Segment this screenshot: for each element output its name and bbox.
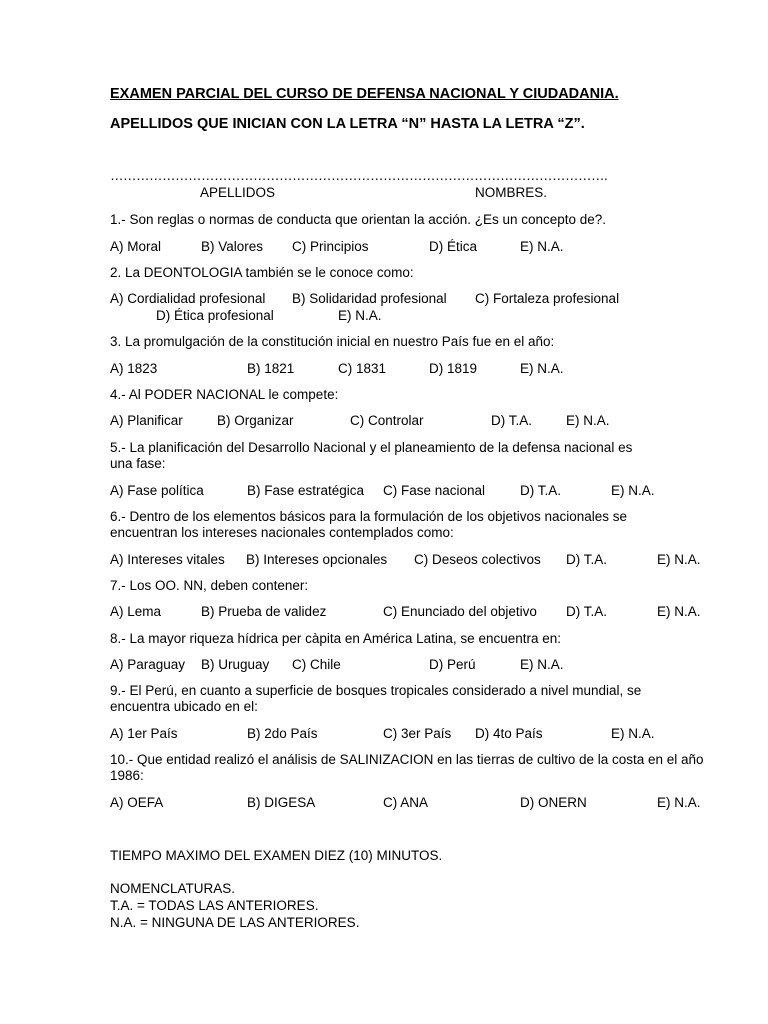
question-10: 10.- Que entidad realizó el análisis de SALINIZACION en las tierras de cultivo de la costa en el año 1986: <box>110 752 704 783</box>
q6-option-a: A) Intereses vitales <box>110 552 225 567</box>
q7-option-b: B) Prueba de validez <box>201 604 327 619</box>
q10-option-e: E) N.A. <box>657 795 701 810</box>
q8-option-e: E) N.A. <box>520 657 564 672</box>
q3-option-a: A) 1823 <box>110 361 158 376</box>
question-2: 2. La DEONTOLOGIA también se le conoce como: <box>110 265 414 280</box>
q4-option-d: D) T.A. <box>491 413 533 428</box>
q6-option-d: D) T.A. <box>566 552 608 567</box>
q7-option-e: E) N.A. <box>657 604 701 619</box>
q5-option-a: A) Fase política <box>110 483 204 498</box>
q2-option-d: D) Ética profesional <box>156 308 274 323</box>
question-1: 1.- Son reglas o normas de conducta que orientan la acción. ¿Es un concepto de?. <box>110 212 607 227</box>
q1-option-e: E) N.A. <box>520 239 564 254</box>
apellidos-label: APELLIDOS <box>200 185 276 200</box>
q1-option-c: C) Principios <box>292 239 369 254</box>
q3-option-b: B) 1821 <box>247 361 295 376</box>
q4-option-c: C) Controlar <box>350 413 424 428</box>
q7-option-a: A) Lema <box>110 604 162 619</box>
q9-option-e: E) N.A. <box>611 726 655 741</box>
q2-option-e: E) N.A. <box>338 308 382 323</box>
q4-option-a: A) Planificar <box>110 413 183 428</box>
q7-option-d: D) T.A. <box>566 604 608 619</box>
q10-option-c: C) ANA <box>383 795 429 810</box>
q9-option-d: D) 4to País <box>475 726 543 741</box>
q2-option-c: C) Fortaleza profesional <box>475 291 620 306</box>
q8-option-b: B) Uruguay <box>201 657 270 672</box>
nombres-label: NOMBRES. <box>475 185 548 200</box>
q9-option-c: C) 3er País <box>383 726 452 741</box>
q4-option-e: E) N.A. <box>566 413 610 428</box>
q10-option-d: D) ONERN <box>520 795 587 810</box>
q8-option-a: A) Paraguay <box>110 657 186 672</box>
question-8: 8.- La mayor riqueza hídrica per càpita en América Latina, se encuentra en: <box>110 631 562 646</box>
q2-option-b: B) Solidaridad profesional <box>292 291 447 306</box>
question-6: 6.- Dentro de los elementos básicos para la formulación de los objetivos nacionales se encuentran los intereses nacionales contemplados como: <box>110 509 628 540</box>
nomenclature-ta: T.A. = TODAS LAS ANTERIORES. <box>110 898 319 913</box>
q1-option-a: A) Moral <box>110 239 162 254</box>
q5-option-d: D) T.A. <box>520 483 562 498</box>
exam-subtitle: APELLIDOS QUE INICIAN CON LA LETRA “N” HASTA LA LETRA “Z”. <box>110 116 585 132</box>
q5-option-b: B) Fase estratégica <box>247 483 365 498</box>
question-3: 3. La promulgación de la constitución inicial en nuestro País fue en el año: <box>110 334 555 349</box>
q3-option-e: E) N.A. <box>520 361 564 376</box>
question-4: 4.- Al PODER NACIONAL le compete: <box>110 387 339 402</box>
q7-option-c: C) Enunciado del objetivo <box>383 604 537 619</box>
q9-option-b: B) 2do País <box>247 726 318 741</box>
q3-option-d: D) 1819 <box>429 361 478 376</box>
q10-option-a: A) OEFA <box>110 795 164 810</box>
name-dotted-line: ……………………………………………………………………………………………………. <box>110 168 608 183</box>
q5-option-e: E) N.A. <box>611 483 655 498</box>
q6-option-c: C) Deseos colectivos <box>414 552 541 567</box>
q3-option-c: C) 1831 <box>338 361 387 376</box>
q1-option-b: B) Valores <box>201 239 264 254</box>
q10-option-b: B) DIGESA <box>247 795 316 810</box>
question-9: 9.- El Perú, en cuanto a superficie de bosques tropicales considerado a nivel mundial, se encuentra ubicado en el: <box>110 683 642 714</box>
q9-option-a: A) 1er País <box>110 726 178 741</box>
q8-option-c: C) Chile <box>292 657 341 672</box>
q6-option-b: B) Intereses opcionales <box>246 552 388 567</box>
time-limit: TIEMPO MAXIMO DEL EXAMEN DIEZ (10) MINUTOS. <box>110 848 443 863</box>
nomenclature-title: NOMENCLATURAS. <box>110 881 236 896</box>
q6-option-e: E) N.A. <box>657 552 701 567</box>
q1-option-d: D) Ética <box>429 239 478 254</box>
question-7: 7.- Los OO. NN, deben contener: <box>110 578 309 593</box>
q2-option-a: A) Cordialidad profesional <box>110 291 266 306</box>
question-5: 5.- La planificación del Desarrollo Nacional y el planeamiento de la defensa nacional es una fase: <box>110 440 633 471</box>
q8-option-d: D) Perú <box>429 657 476 672</box>
exam-title: EXAMEN PARCIAL DEL CURSO DE DEFENSA NACIONAL Y CIUDADANIA. <box>110 86 619 102</box>
q4-option-b: B) Organizar <box>217 413 294 428</box>
nomenclature-na: N.A. = NINGUNA DE LAS ANTERIORES. <box>110 915 360 930</box>
q5-option-c: C) Fase nacional <box>383 483 486 498</box>
